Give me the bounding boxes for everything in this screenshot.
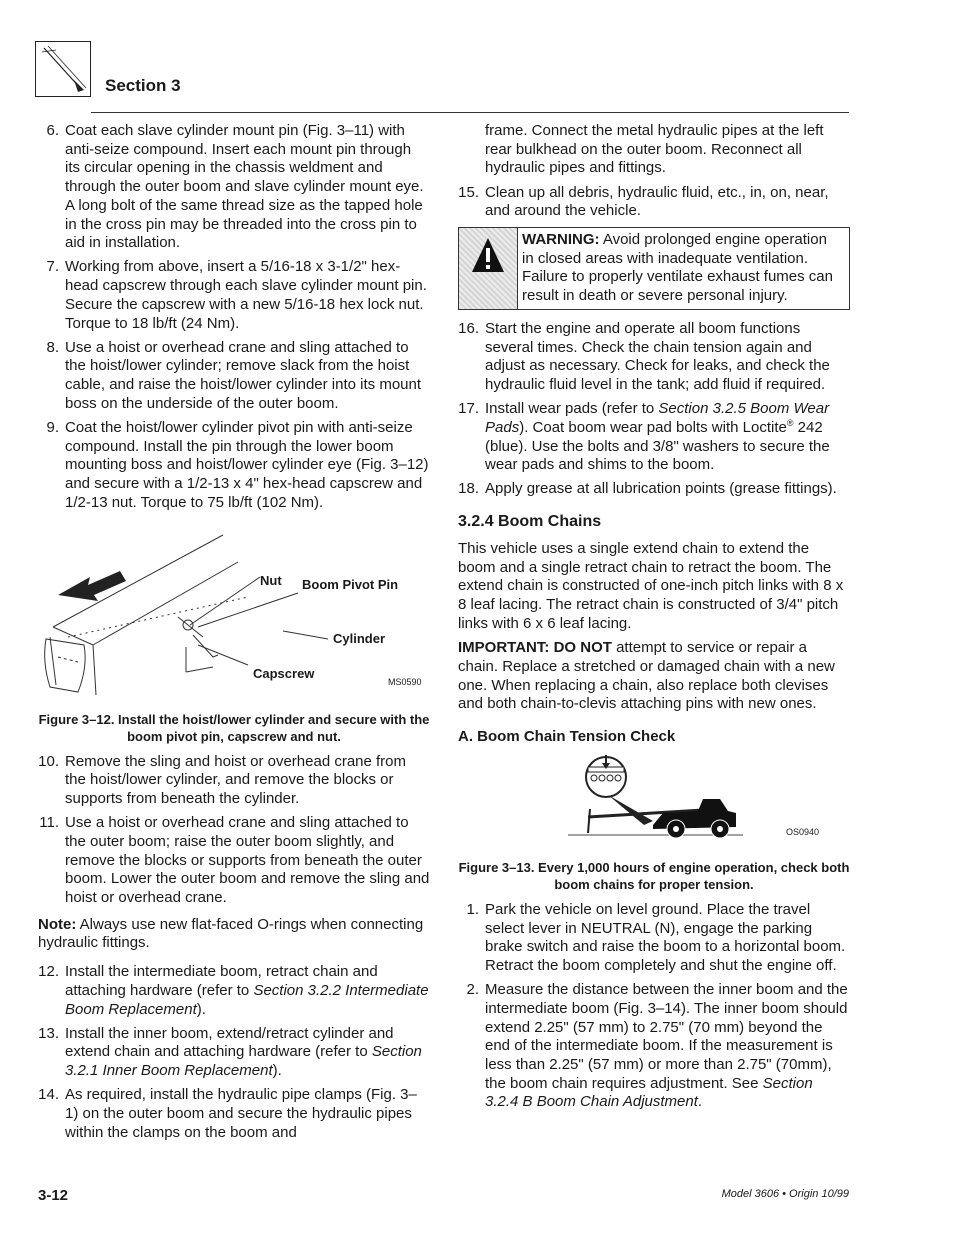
warning-box [458, 227, 850, 310]
section-reference: Section 3.2.1 Inner Boom Replacement [65, 1043, 422, 1080]
subsection-heading: A. Boom Chain Tension Check [458, 728, 676, 746]
section-reference: Section 3.2.2 Intermediate Boom Replacement [65, 981, 429, 1018]
step-17: 17. Install wear pads (refer to Section 3.2.5 Boom Wear Pads). Coat boom wear pad bolts with Loctite® 242 (blue). Use the bolts and 3/8" washers to secure the wear pads and shims to the boom. [458, 400, 830, 474]
check-step-2: 2. Measure the distance between the inner boom and the intermediate boom (Fig. 3–14). The inner boom should extend 2.25" (57 mm) to 2.75" (70 mm) beyond the end of the intermediate boom. If the measurement is less than 2.25" (57 mm) or more than 2.75" (70mm), the boom chain requires adjustment. See Section 3.2.4 B Boom Chain Adjustment. [466, 981, 848, 1111]
label-boom-pivot-pin: Boom Pivot Pin [302, 576, 399, 592]
figure-3-13 [458, 755, 850, 847]
left-column [38, 122, 430, 1148]
check-step-1: 1. Park the vehicle on level ground. Place the travel select lever in NEUTRAL (N), engage the parking brake switch and raise the boom to a horizontal boom. Retract the boom completely and shut the engine off. [466, 900, 846, 974]
step-12: 12. Install the intermediate boom, retract chain and attaching hardware (refer to Section 3.2.2 Intermediate Boom Replacement). [38, 963, 429, 1018]
warning-text: Avoid prolonged engine operation in closed areas with inadequate ventilation. Failure to properly ventilate exhaust fumes can result in death or severe personal injury. [522, 231, 833, 305]
step-15: 15. Clean up all debris, hydraulic fluid, etc., in, on, near, and around the vehicle. [458, 183, 829, 220]
page-number: 3-12 [38, 1187, 69, 1204]
step-7: 7. Working from above, insert a 5/16-18 x 3-1/2" hex-head capscrew through each slave cylinder mount pin. Secure the capscrew with a new 5/16-18 hex lock nut. Torque to 18 lb/ft (24 Nm). [46, 258, 427, 332]
section-reference: Section 3.2.5 Boom Wear Pads [485, 400, 830, 436]
step-14: 14. As required, install the hydraulic pipe clamps (Fig. 3–1) on the outer boom and secure the hydraulic pipes within the clamps on the boom and [38, 1086, 417, 1141]
header-divider [91, 112, 849, 113]
figure-code: OS0940 [786, 826, 820, 837]
step-9: 9. Coat the hoist/lower cylinder pivot pin with anti-seize compound. Install the pin through the lower boom mounting boss and hoist/lower cylinder eye (Fig. 3–12) and secure with a 1/2-13 x 4" hex-head capscrew and 1/2-13 nut. Torque to 75 lb/ft (102 Nm). [46, 419, 429, 511]
section-reference: Section 3.2.4 B Boom Chain Adjustment [485, 1074, 813, 1111]
section-heading: 3.2.4 Boom Chains [458, 513, 602, 531]
step-18: 18. Apply grease at all lubrication points (grease fittings). [458, 480, 837, 498]
section-tool-icon [35, 41, 91, 97]
note: Note: Always use new flat-faced O-rings when connecting hydraulic fittings. [38, 915, 424, 952]
right-column [458, 122, 850, 1118]
step-8: 8. Use a hoist or overhead crane and sling attached to the hoist/lower cylinder; remove slack from the hoist cable, and raise the hoist/lower cylinder into its mount boss on the underside of the outer boom. [46, 338, 422, 412]
model-origin: Model 3606 • Origin 10/99 [721, 1188, 849, 1200]
warning-triangle-icon [471, 236, 505, 274]
step-14-continued: frame. Connect the metal hydraulic pipes at the left rear bulkhead on the outer boom. Reconnect all hydraulic pipes and fittings. [485, 122, 824, 177]
intro-paragraph: This vehicle uses a single extend chain to extend the boom and a single retract chain to retract the boom. The extend chain is constructed of one-inch pitch links with 8 x 8 leaf lacing. The retract chain is constructed of 3/4" pitch links with 6 x 6 leaf lacing. [458, 539, 844, 632]
step-16: 16. Start the engine and operate all boom functions several times. Check the chain tension again and adjust as necessary. Check for leaks, and check the hydraulic fluid level in the tank; add fluid if required. [458, 319, 830, 393]
boom-pivot-illustration [38, 527, 430, 699]
label-capscrew: Capscrew [253, 665, 315, 681]
figure-code: MS0590 [388, 676, 422, 687]
warning-title: WARNING: [522, 231, 600, 249]
step-11: 11. Use a hoist or overhead crane and sling attached to the outer boom; raise the outer boom slightly, and remove the blocks or supports from beneath the outer boom. Lower the outer boom and remove the sling and hoist or overhead crane. [39, 814, 430, 906]
step-13: 13. Install the inner boom, extend/retract cylinder and extend chain and attaching hardware (refer to Section 3.2.1 Inner Boom Replacement). [38, 1024, 422, 1080]
step-10: 10. Remove the sling and hoist or overhead crane from the hoist/lower cylinder, and remove the blocks or supports from beneath the cylinder. [38, 752, 407, 807]
figure-3-13-caption: Figure 3–13. Every 1,000 hours of engine operation, check both boom chains for proper tension. [458, 859, 850, 892]
figure-3-12-caption: Figure 3–12. Install the hoist/lower cylinder and secure with the boom pivot pin, capscrew and nut. [38, 711, 430, 744]
label-nut: Nut [260, 572, 282, 588]
label-cylinder: Cylinder [333, 630, 386, 646]
important-paragraph: IMPORTANT: DO NOT attempt to service or repair a chain. Replace a stretched or damaged chain with a new one. When replacing a chain, also replace both clevises and both chain-to-clevis attaching pins with new ones. [458, 639, 835, 713]
figure-3-12 [38, 527, 430, 699]
step-6: 6. Coat each slave cylinder mount pin (Fig. 3–11) with anti-seize compound. Insert each mount pin through its circular opening in the chassis weldment and through the outer boom and slave cylinder mount eye. A long bolt of the same thread size as the tapped hole in the cross pin may be threaded into the cross pin to aid in installation. [46, 122, 424, 252]
section-title: Section 3 [105, 76, 181, 95]
